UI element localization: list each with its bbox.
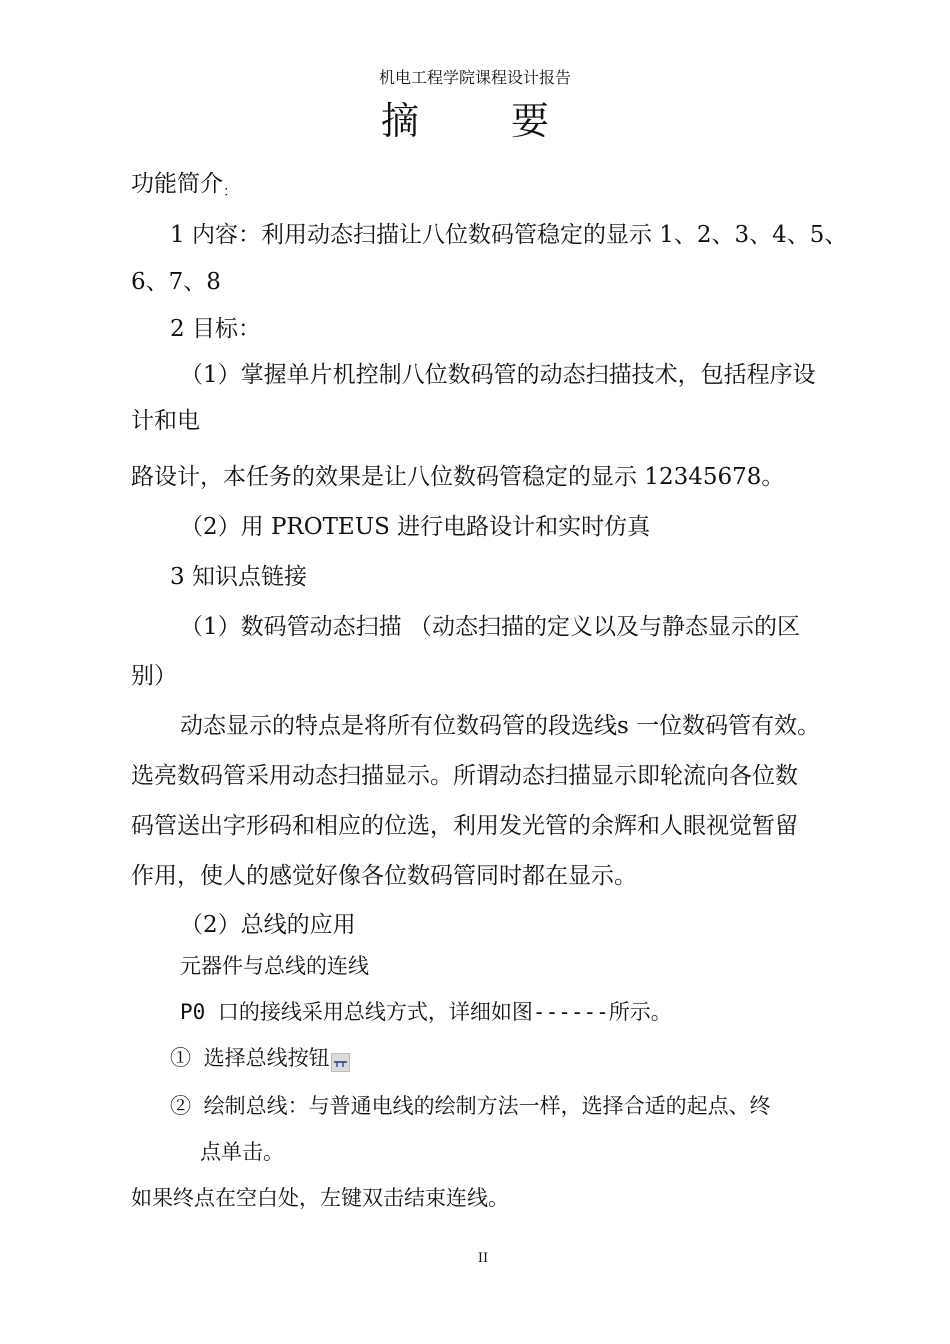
paragraph-line-1: 动态显示的特点是将所有位数码管的段选线s 一位数码管有效。 <box>180 713 821 739</box>
page-number: II <box>477 1251 489 1266</box>
knowledge-heading: 3 知识点链接 <box>170 564 307 590</box>
goal-2-line: （2）用 PROTEUS 进行电路设计和实时仿真 <box>180 514 651 540</box>
step-1-text: ① 选择总线按钮 <box>170 1046 330 1070</box>
knowledge-2-heading: （2）总线的应用 <box>180 912 356 938</box>
step-2-line-a: ② 绘制总线：与普通电线的绘制方法一样，选择合适的起点、终 <box>170 1094 771 1118</box>
page-title: 摘 要 <box>380 99 590 143</box>
goal-1-line-a: （1）掌握单片机控制八位数码管的动态扫描技术，包括程序设 <box>180 362 816 388</box>
intro-colon: ： <box>223 184 237 200</box>
goal-heading: 2 目标： <box>170 316 261 342</box>
section-intro <box>131 171 237 200</box>
step-2-line-b: 点单击。 <box>200 1140 284 1164</box>
paragraph-line-3: 码管送出字形码和相应的位选，利用发光管的余辉和人眼视觉暂留 <box>131 813 798 839</box>
goal-1-line-b: 计和电 <box>131 408 200 434</box>
paragraph-line-4: 作用，使人的感觉好像各位数码管同时都在显示。 <box>131 863 637 889</box>
goal-1-line-c: 路设计，本任务的效果是让八位数码管稳定的显示 12345678。 <box>131 464 785 490</box>
knowledge-1-line-b: 别） <box>131 663 177 689</box>
knowledge-2-line-b: P0 口的接线采用总线方式，详细如图------所示。 <box>180 1000 672 1024</box>
bus-tool-icon <box>331 1053 350 1072</box>
content-line-1: 1 内容：利用动态扫描让八位数码管稳定的显示 1、2、3、4、5、 <box>170 222 848 248</box>
page-header: 机电工程学院课程设计报告 <box>378 68 571 87</box>
content-line-2: 6、7、8 <box>131 269 221 295</box>
paragraph-line-2: 选亮数码管采用动态扫描显示。所谓动态扫描显示即轮流向各位数 <box>131 763 798 789</box>
knowledge-1-line-a: （1）数码管动态扫描 （动态扫描的定义以及与静态显示的区 <box>180 614 800 640</box>
final-line: 如果终点在空白处，左键双击结束连线。 <box>131 1186 509 1210</box>
step-1-line <box>170 1048 350 1072</box>
bus-tool-icon-glyph <box>332 1054 349 1071</box>
intro-label: 功能简介 <box>131 171 223 197</box>
knowledge-2-line-a: 元器件与总线的连线 <box>180 954 369 978</box>
